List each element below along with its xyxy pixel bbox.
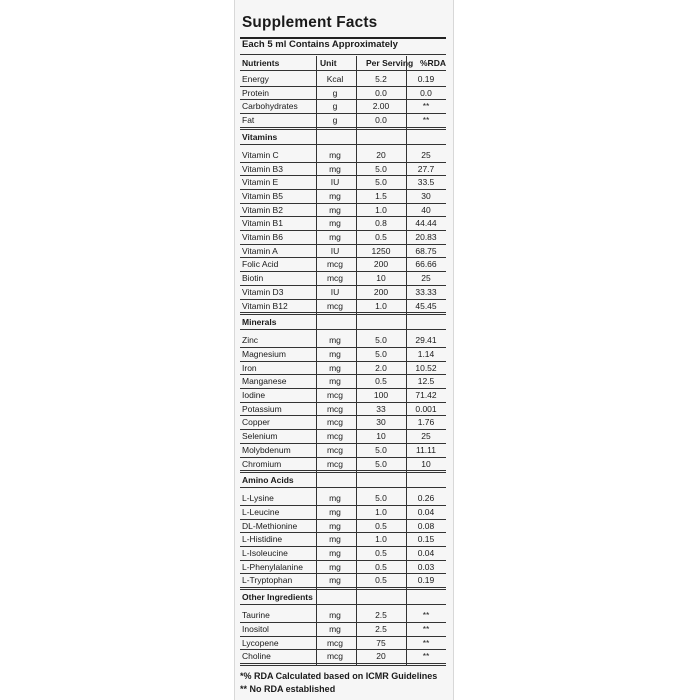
nutrient-row: [240, 492, 446, 505]
nutrient-unit: mg: [329, 575, 341, 586]
nutrient-per-serving: 5.0: [375, 458, 387, 469]
section-heading-divider: [240, 329, 446, 330]
nutrient-per-serving: 0.8: [375, 218, 387, 229]
footnote: ** No RDA established: [240, 683, 336, 694]
nutrient-per-serving: 0.5: [375, 575, 387, 586]
nutrient-rda: 66.66: [415, 259, 437, 270]
nutrient-name: L-Phenylalanine: [242, 561, 303, 572]
nutrient-rda: **: [422, 610, 430, 621]
nutrient-per-serving: 100: [373, 390, 389, 400]
nutrient-name: Vitamin A: [242, 245, 278, 256]
nutrient-unit: mg: [329, 362, 341, 373]
nutrient-rda: 10.52: [415, 362, 437, 373]
nutrient-per-serving: 1250: [371, 245, 391, 256]
footnote: *% RDA Calculated based on ICMR Guidelines: [240, 670, 438, 681]
nutrient-row: [240, 520, 446, 533]
nutrient-per-serving: 1.0: [375, 506, 387, 517]
nutrient-name: Vitamin B1: [242, 218, 283, 229]
nutrient-per-serving: 5.0: [375, 177, 387, 188]
nutrient-per-serving: 75: [376, 637, 386, 648]
nutrient-row: [240, 231, 446, 244]
nutrient-unit: mg: [329, 376, 341, 387]
nutrient-row: [240, 637, 446, 650]
nutrient-unit: mg: [329, 534, 341, 545]
nutrient-row: [240, 609, 446, 622]
nutrient-unit: mg: [329, 506, 341, 517]
nutrient-name: DL-Methionine: [242, 520, 298, 531]
nutrient-name: L-Lysine: [242, 493, 274, 504]
nutrient-row: [240, 533, 446, 546]
nutrient-per-serving: 0.5: [375, 376, 387, 387]
nutrient-rda: 68.75: [415, 245, 437, 256]
nutrient-unit: mcg: [326, 300, 344, 311]
nutrient-row: [240, 87, 446, 100]
nutrient-rda: 0.19: [417, 74, 435, 84]
nutrient-per-serving: 1.0: [375, 204, 387, 215]
row-divider: [240, 312, 446, 313]
nutrient-per-serving: 1.0: [375, 534, 387, 545]
section-heading: Minerals: [242, 317, 277, 328]
nutrient-per-serving: 5.0: [375, 493, 387, 504]
header-top-divider: [240, 54, 446, 55]
nutrient-per-serving: 1.5: [375, 190, 387, 201]
nutrient-row: [240, 149, 446, 162]
nutrient-unit: mcg: [326, 637, 344, 648]
nutrient-unit: mg: [329, 548, 341, 558]
nutrient-rda: 40: [421, 204, 431, 215]
nutrient-row: [240, 163, 446, 176]
nutrient-unit: mcg: [326, 651, 344, 662]
nutrient-name: Folic Acid: [242, 259, 279, 270]
nutrient-unit: mg: [329, 520, 341, 531]
nutrient-rda: 29.41: [415, 335, 437, 346]
nutrient-unit: mcg: [326, 259, 344, 270]
nutrient-row: [240, 506, 446, 519]
nutrient-per-serving: 5.2: [375, 74, 387, 84]
nutrient-row: [240, 458, 446, 471]
nutrient-row: [240, 217, 446, 230]
nutrient-name: L-Isoleucine: [242, 548, 288, 558]
nutrient-name: Biotin: [242, 273, 264, 284]
nutrient-row: [240, 286, 446, 299]
nutrient-name: Energy: [242, 74, 269, 84]
nutrient-unit: mg: [329, 232, 341, 242]
nutrient-unit: mg: [329, 493, 341, 504]
section-heading-divider: [240, 604, 446, 605]
row-divider: [240, 587, 446, 588]
nutrient-per-serving: 10: [376, 273, 386, 284]
nutrient-unit: mg: [329, 623, 341, 634]
nutrient-per-serving: 0.5: [375, 232, 387, 242]
nutrient-row: [240, 272, 446, 285]
nutrient-name: Copper: [242, 417, 270, 428]
nutrient-rda: 33.33: [415, 286, 437, 297]
nutrient-per-serving: 30: [376, 417, 386, 428]
nutrient-row: [240, 444, 446, 457]
nutrient-rda: 0.26: [417, 493, 435, 504]
section-divider: [240, 472, 446, 473]
nutrient-row: [240, 114, 446, 127]
table-bottom-divider: [240, 665, 446, 666]
row-divider: [240, 127, 446, 128]
nutrient-per-serving: 10: [376, 431, 386, 442]
nutrient-row: [240, 416, 446, 429]
nutrient-rda: 44.44: [415, 218, 437, 229]
nutrient-rda: 1.14: [417, 348, 435, 359]
nutrient-unit: mg: [329, 348, 341, 359]
nutrient-rda: 30: [421, 190, 431, 201]
nutrient-unit: mcg: [326, 431, 344, 442]
header-bottom-divider: [240, 70, 446, 71]
nutrient-rda: **: [422, 115, 430, 126]
column-separator: [356, 56, 357, 665]
nutrient-unit: g: [332, 101, 338, 112]
nutrient-name: Carbohydrates: [242, 101, 298, 112]
nutrient-row: [240, 362, 446, 375]
nutrient-unit: IU: [330, 245, 340, 256]
row-divider: [240, 470, 446, 471]
nutrient-name: Iron: [242, 362, 257, 373]
section-divider: [240, 129, 446, 130]
header-nutrients: Nutrients: [242, 58, 280, 68]
nutrient-row: [240, 547, 446, 560]
nutrient-name: Choline: [242, 651, 271, 662]
nutrient-rda: **: [422, 637, 430, 648]
nutrient-row: [240, 245, 446, 258]
nutrient-per-serving: 2.5: [375, 610, 387, 621]
nutrient-name: Zinc: [242, 335, 259, 346]
nutrient-unit: mcg: [326, 444, 344, 455]
nutrient-per-serving: 33: [376, 403, 386, 414]
nutrient-row: [240, 348, 446, 361]
nutrient-name: Vitamin B3: [242, 163, 283, 174]
nutrient-row: [240, 176, 446, 189]
nutrient-name: Vitamin D3: [242, 286, 284, 297]
nutrient-per-serving: 20: [376, 651, 386, 662]
nutrient-row: [240, 204, 446, 217]
nutrient-unit: IU: [330, 286, 340, 297]
nutrient-name: Potassium: [242, 403, 282, 414]
nutrient-name: Lycopene: [242, 637, 279, 648]
nutrient-name: L-Tryptophan: [242, 575, 293, 586]
nutrient-per-serving: 200: [373, 259, 389, 270]
nutrient-rda: 0.03: [417, 561, 435, 572]
nutrient-name: Vitamin B5: [242, 190, 283, 201]
nutrient-row: [240, 430, 446, 443]
nutrient-per-serving: 0.0: [375, 87, 387, 98]
nutrient-unit: IU: [330, 177, 340, 188]
nutrient-row: [240, 300, 446, 313]
nutrient-per-serving: 5.0: [375, 444, 387, 455]
nutrient-rda: 1.76: [417, 417, 435, 428]
nutrient-name: Vitamin E: [242, 177, 279, 188]
nutrient-unit: mg: [329, 163, 341, 174]
nutrient-rda: 27.7: [417, 163, 435, 174]
nutrient-rda: 33.5: [417, 177, 435, 188]
nutrient-per-serving: 2.0: [375, 362, 387, 373]
nutrient-unit: mg: [329, 149, 341, 160]
nutrient-name: L-Leucine: [242, 506, 280, 517]
column-separator: [406, 56, 407, 665]
nutrient-row: [240, 375, 446, 388]
nutrient-rda: **: [422, 651, 430, 662]
nutrient-row: [240, 561, 446, 574]
nutrient-row: [240, 623, 446, 636]
nutrient-unit: mg: [329, 190, 341, 201]
nutrient-name: Vitamin B6: [242, 232, 283, 242]
nutrient-unit: mg: [329, 335, 341, 346]
nutrient-name: Chromium: [242, 458, 282, 469]
section-heading: Other Ingredients: [242, 592, 313, 603]
nutrient-per-serving: 5.0: [375, 163, 387, 174]
nutrient-unit: mcg: [326, 417, 344, 428]
nutrient-rda: 11.11: [415, 444, 436, 455]
nutrient-unit: mg: [329, 218, 341, 229]
nutrient-per-serving: 2.00: [372, 101, 390, 112]
nutrient-row: [240, 650, 446, 663]
nutrient-row: [240, 100, 446, 113]
nutrient-unit: mg: [329, 610, 341, 621]
serving-statement: Each 5 ml Contains Approximately: [242, 39, 398, 50]
nutrient-rda: 12.5: [417, 376, 435, 387]
nutrient-row: [240, 403, 446, 416]
nutrient-unit: g: [332, 87, 338, 98]
nutrient-unit: mg: [329, 204, 341, 215]
nutrient-name: Protein: [242, 87, 269, 98]
nutrient-unit: Kcal: [326, 74, 344, 84]
nutrient-name: Manganese: [242, 376, 287, 387]
nutrient-rda: 20.83: [415, 232, 437, 242]
nutrient-rda: 0.0: [420, 87, 432, 98]
nutrient-unit: mcg: [326, 273, 344, 284]
section-heading: Amino Acids: [242, 475, 294, 486]
nutrient-rda: 0.19: [417, 575, 435, 586]
nutrient-name: Selenium: [242, 431, 278, 442]
nutrient-per-serving: 200: [373, 286, 389, 297]
nutrient-name: Vitamin C: [242, 149, 279, 160]
header-per-serving: Per Serving: [366, 58, 414, 68]
header-unit: Unit: [320, 58, 337, 68]
nutrient-rda: 10: [421, 458, 431, 469]
nutrient-unit: mcg: [326, 458, 344, 469]
nutrient-name: Taurine: [242, 610, 270, 621]
nutrient-rda: 0.04: [417, 548, 435, 558]
nutrient-per-serving: 1.0: [375, 300, 387, 311]
nutrient-rda: 25: [421, 149, 431, 160]
nutrient-rda: 25: [421, 273, 431, 284]
column-separator: [316, 56, 317, 665]
nutrient-name: Vitamin B12: [242, 300, 288, 311]
nutrient-per-serving: 20: [376, 149, 386, 160]
nutrient-unit: mg: [329, 561, 341, 572]
section-divider: [240, 314, 446, 315]
nutrient-name: Inositol: [242, 623, 269, 634]
nutrient-per-serving: 0.5: [375, 561, 387, 572]
nutrient-per-serving: 2.5: [375, 623, 387, 634]
nutrient-unit: g: [332, 115, 338, 126]
nutrient-per-serving: 5.0: [375, 335, 387, 346]
nutrient-row: [240, 574, 446, 587]
panel-title: Supplement Facts: [242, 14, 378, 31]
nutrient-name: Fat: [242, 115, 255, 126]
section-divider: [240, 589, 446, 590]
nutrient-rda: 71.42: [415, 390, 437, 400]
nutrient-name: L-Histidine: [242, 534, 283, 545]
section-heading: Vitamins: [242, 131, 278, 142]
nutrient-rda: 45.45: [415, 300, 437, 311]
nutrient-row: [240, 190, 446, 203]
nutrient-row: [240, 258, 446, 271]
row-divider: [240, 663, 446, 664]
nutrient-row: [240, 73, 446, 86]
nutrient-name: Molybdenum: [242, 444, 291, 455]
nutrient-row: [240, 389, 446, 402]
nutrient-name: Iodine: [242, 390, 266, 400]
nutrient-unit: mcg: [326, 390, 344, 400]
nutrient-name: Magnesium: [242, 348, 286, 359]
nutrient-per-serving: 0.5: [375, 548, 387, 558]
nutrient-name: Vitamin B2: [242, 204, 283, 215]
nutrient-per-serving: 0.5: [375, 520, 387, 531]
nutrient-rda: 25: [421, 431, 431, 442]
nutrient-rda: **: [422, 623, 430, 634]
column-header-row: [240, 56, 446, 70]
nutrient-per-serving: 0.0: [375, 115, 387, 126]
section-heading-divider: [240, 487, 446, 488]
nutrient-unit: mcg: [326, 403, 344, 414]
header-rda: %RDA: [420, 58, 446, 68]
nutrient-rda: 0.04: [417, 506, 435, 517]
nutrient-per-serving: 5.0: [375, 348, 387, 359]
nutrient-rda: 0.08: [417, 520, 435, 531]
nutrient-row: [240, 334, 446, 347]
section-heading-divider: [240, 144, 446, 145]
nutrient-rda: **: [422, 101, 430, 112]
nutrient-rda: 0.001: [415, 403, 437, 414]
nutrient-rda: 0.15: [417, 534, 435, 545]
